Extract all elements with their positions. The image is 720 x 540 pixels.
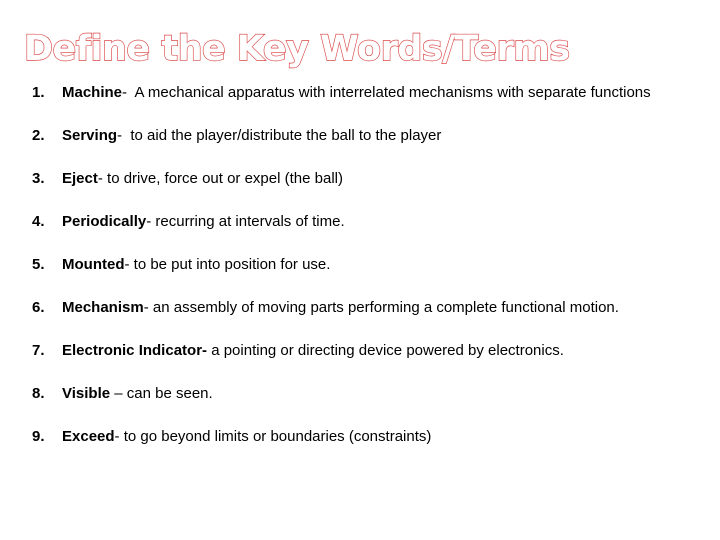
page-title: Define the Key Words/Terms — [24, 29, 570, 69]
list-item — [32, 211, 702, 233]
list-item — [32, 340, 702, 362]
term-word: Serving — [62, 127, 118, 144]
term-word: Periodically — [62, 213, 147, 230]
term-separator: - — [124, 256, 130, 273]
term-definition: to aid the player/distribute the ball to the player — [122, 127, 442, 144]
terms-list — [32, 82, 702, 448]
term-word: Exceed — [62, 428, 115, 445]
item-number: 3. — [32, 170, 45, 187]
list-item — [32, 82, 702, 104]
term-definition: – can be seen. — [110, 385, 213, 402]
term-definition: A mechanical apparatus with interrelated mechanisms with separate functions — [127, 84, 651, 101]
list-item — [32, 426, 702, 448]
list-item — [32, 125, 702, 147]
term-definition: an assembly of moving parts performing a complete functional motion. — [148, 299, 619, 316]
term-word: Electronic Indicator- — [62, 342, 208, 359]
term-word: Mechanism — [62, 299, 144, 316]
list-item — [32, 383, 702, 405]
list-item — [32, 297, 702, 319]
term-definition: a pointing or directing device powered by electronics. — [207, 342, 564, 359]
term-separator: - — [114, 428, 120, 445]
term-word: Visible — [62, 385, 111, 402]
term-separator: - — [143, 299, 149, 316]
item-number: 8. — [32, 385, 45, 402]
list-item — [32, 168, 702, 190]
item-number: 5. — [32, 256, 45, 273]
term-separator: - — [146, 213, 152, 230]
term-word: Machine — [62, 84, 123, 101]
item-number: 6. — [32, 299, 45, 316]
term-definition: to be put into position for use. — [129, 256, 331, 273]
item-number: 9. — [32, 428, 45, 445]
item-number: 1. — [32, 84, 45, 101]
term-definition: to drive, force out or expel (the ball) — [102, 170, 343, 187]
term-separator: - — [97, 170, 103, 187]
item-number: 4. — [32, 213, 45, 230]
term-definition: recurring at intervals of time. — [151, 213, 345, 230]
term-separator: - — [117, 127, 123, 144]
term-definition: to go beyond limits or boundaries (constraints) — [119, 428, 432, 445]
item-number: 7. — [32, 342, 45, 359]
list-item — [32, 254, 702, 276]
item-number: 2. — [32, 127, 45, 144]
term-word: Mounted — [62, 256, 125, 273]
term-separator: - — [122, 84, 128, 101]
term-word: Eject — [62, 170, 98, 187]
